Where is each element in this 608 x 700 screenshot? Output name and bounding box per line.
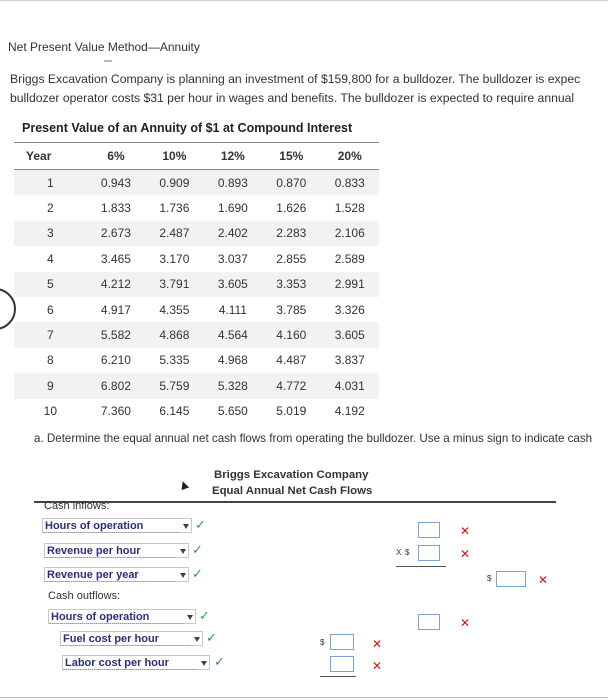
cash-outflows-label: Cash outflows:: [48, 590, 121, 602]
pv-header-cell: 12%: [204, 143, 262, 170]
pv-factor-cell: 5.335: [159, 353, 190, 368]
pv-factor-cell: 1.833: [100, 201, 131, 216]
pv-year-cell: 2: [47, 201, 54, 216]
pv-factor-cell: 3.353: [262, 272, 320, 297]
pv-factor-cell: 2.589: [334, 251, 365, 266]
pv-factor-cell: 1.528: [334, 201, 365, 216]
pv-year-cell: 1: [14, 170, 87, 196]
pv-table-row: [14, 170, 379, 196]
pv-factor-cell: 2.673: [87, 221, 145, 246]
pv-factor-cell: 2.487: [145, 221, 203, 246]
pv-factor-cell: 7.360: [100, 404, 131, 419]
pv-factor-cell: 4.192: [334, 404, 365, 419]
times-symbol: X: [396, 548, 402, 557]
dollar-symbol: $: [405, 548, 410, 557]
pv-factor-cell: 4.355: [159, 302, 190, 317]
revenue-per-hour-input[interactable]: [418, 545, 440, 561]
labor-cost-per-hour-dropdown[interactable]: [62, 655, 210, 670]
pv-factor-cell: 4.212: [87, 272, 145, 297]
pv-factor-cell: 2.991: [321, 272, 379, 297]
pv-factor-cell: 3.837: [334, 353, 365, 368]
pv-table-row: [14, 322, 379, 347]
check-icon: ✓: [195, 517, 206, 532]
check-icon: ✓: [192, 566, 203, 581]
pv-factor-cell: 0.943: [87, 170, 145, 196]
fuel-cost-per-hour-input[interactable]: [330, 634, 354, 650]
pv-year-cell: 3: [14, 221, 87, 246]
pv-factor-cell: 4.160: [262, 322, 320, 347]
top-divider: [0, 0, 608, 1]
pv-factor-cell: 1.690: [217, 201, 248, 216]
pv-factor-cell: 3.037: [217, 251, 248, 266]
chevron-down-icon: [201, 661, 207, 666]
hours-of-operation-input-1[interactable]: [418, 522, 440, 538]
pv-factor-cell: 4.917: [100, 302, 131, 317]
fuel-cost-per-hour-dropdown[interactable]: [60, 631, 203, 646]
pv-factor-cell: 3.791: [145, 272, 203, 297]
labor-cost-per-hour-input[interactable]: [330, 656, 354, 672]
dropdown-value: Revenue per hour: [47, 545, 141, 557]
pv-year-cell: 9: [14, 373, 87, 398]
pv-factor-cell: 4.868: [145, 322, 203, 347]
chevron-down-icon: [187, 615, 193, 620]
dropdown-underline: [45, 557, 176, 558]
chevron-down-icon: [183, 524, 189, 529]
pv-factor-cell: 4.564: [204, 322, 262, 347]
pv-header-cell: 20%: [321, 143, 379, 170]
dropdown-underline: [63, 669, 197, 670]
pv-table-row: [14, 399, 379, 424]
pv-factor-cell: 0.833: [321, 170, 379, 196]
intro-line-2: bulldozer operator costs $31 per hour in wages and benefits. The bulldozer is expected to require annual: [10, 91, 575, 105]
dollar-symbol: $: [320, 638, 325, 647]
title-dash-mark: [104, 60, 112, 62]
pv-header-cell: 6%: [87, 143, 145, 170]
pv-year-cell: 6: [47, 302, 54, 317]
pv-factor-cell: 0.870: [262, 170, 320, 196]
check-icon: ✓: [199, 608, 210, 623]
pv-factor-cell: 3.326: [334, 302, 365, 317]
dropdown-value: Hours of operation: [45, 520, 144, 532]
pv-factor-cell: 3.605: [321, 322, 379, 347]
mouse-cursor-icon: [179, 480, 189, 490]
chevron-down-icon: [180, 573, 186, 578]
dropdown-underline: [45, 581, 176, 582]
pv-factor-cell: 2.106: [321, 221, 379, 246]
pv-factor-cell: 0.893: [204, 170, 262, 196]
hours-of-operation-dropdown-2[interactable]: [48, 609, 196, 624]
chevron-down-icon: [194, 637, 200, 642]
pv-table-header-row: [14, 143, 379, 170]
dropdown-value: Hours of operation: [51, 611, 150, 623]
intro-line-1: Briggs Excavation Company is planning an investment of $159,800 for a bulldozer. The bulldozer is expec: [10, 72, 581, 86]
problem-intro: [10, 70, 608, 108]
pv-factor-cell: 5.650: [217, 404, 248, 419]
chevron-down-icon: [180, 549, 186, 554]
pv-table-row: [14, 195, 379, 220]
pv-table-row: [14, 373, 379, 398]
pv-header-cell: 15%: [262, 143, 320, 170]
pv-factor-cell: 6.145: [159, 404, 190, 419]
cash-inflows-label: Cash inflows:: [44, 500, 110, 512]
dropdown-underline: [61, 645, 190, 646]
hours-of-operation-dropdown-1[interactable]: [42, 518, 192, 533]
incorrect-x-icon: ✕: [460, 616, 471, 630]
pv-factor-cell: 4.968: [217, 353, 248, 368]
page-title: Net Present Value Method—Annuity: [8, 40, 200, 54]
pv-factor-cell: 2.855: [276, 251, 307, 266]
pv-factor-cell: 2.283: [262, 221, 320, 246]
statement-title: Equal Annual Net Cash Flows: [212, 485, 373, 497]
pv-factor-cell: 4.031: [321, 373, 379, 398]
revenue-per-year-dropdown[interactable]: [44, 567, 189, 582]
pv-factor-cell: 5.582: [87, 322, 145, 347]
pv-factor-cell: 5.328: [204, 373, 262, 398]
question-a: a. Determine the equal annual net cash flows from operating the bulldozer. Use a minus sign to indicate cash: [34, 432, 593, 445]
dropdown-underline: [49, 623, 183, 624]
pv-table-row: [14, 246, 379, 271]
pv-year-cell: 7: [14, 322, 87, 347]
incorrect-x-icon: ✕: [460, 524, 471, 538]
pv-table-body: [14, 170, 379, 424]
pv-factor-cell: 3.170: [159, 251, 190, 266]
pv-year-cell: 5: [14, 272, 87, 297]
bottom-edge-rule: [0, 697, 608, 698]
dollar-symbol: $: [487, 574, 492, 583]
pv-factor-cell: 2.402: [204, 221, 262, 246]
pv-factor-cell: 4.772: [262, 373, 320, 398]
pv-factor-cell: 3.605: [204, 272, 262, 297]
dropdown-value: Revenue per year: [47, 569, 139, 581]
pv-table-row: [14, 272, 379, 297]
pv-header-cell: 10%: [145, 143, 203, 170]
subtotal-rule: [320, 676, 356, 677]
incorrect-x-icon: ✕: [538, 573, 549, 587]
revenue-per-hour-dropdown[interactable]: [44, 543, 189, 558]
incorrect-x-icon: ✕: [372, 659, 383, 673]
pv-factor-cell: 6.802: [87, 373, 145, 398]
pv-factor-cell: 0.909: [145, 170, 203, 196]
pv-year-cell: 8: [47, 353, 54, 368]
dropdown-value: Fuel cost per hour: [63, 633, 159, 645]
sum-rule: [396, 566, 446, 567]
pv-table-row: [14, 348, 379, 373]
pv-header-cell: Year: [14, 143, 87, 170]
statement-header-rule: [34, 501, 556, 503]
dropdown-underline: [43, 532, 179, 533]
pv-factor-cell: 5.759: [145, 373, 203, 398]
pv-factor-cell: 4.111: [218, 302, 247, 317]
pv-year-cell: 4: [47, 251, 54, 266]
pv-factor-cell: 3.785: [276, 302, 307, 317]
dropdown-value: Labor cost per hour: [65, 657, 169, 669]
pv-factor-cell: 3.465: [100, 251, 131, 266]
pv-annuity-table: [14, 142, 379, 424]
hours-of-operation-input-2[interactable]: [418, 614, 440, 630]
pv-table-row: [14, 297, 379, 322]
pv-table-row: [14, 221, 379, 246]
pv-factor-cell: 6.210: [100, 353, 131, 368]
pv-factor-cell: 1.736: [159, 201, 190, 216]
incorrect-x-icon: ✕: [372, 637, 383, 651]
pv-factor-cell: 1.626: [276, 201, 307, 216]
check-icon: ✓: [206, 630, 217, 645]
incorrect-x-icon: ✕: [460, 547, 471, 561]
statement-company-name: Briggs Excavation Company: [214, 469, 369, 481]
revenue-per-year-input[interactable]: [496, 571, 526, 587]
pv-year-cell: 10: [43, 404, 58, 419]
pv-table-title: Present Value of an Annuity of $1 at Compound Interest: [22, 121, 353, 135]
pv-factor-cell: 4.487: [276, 353, 307, 368]
check-icon: ✓: [214, 654, 225, 669]
check-icon: ✓: [192, 542, 203, 557]
pv-factor-cell: 5.019: [276, 404, 307, 419]
